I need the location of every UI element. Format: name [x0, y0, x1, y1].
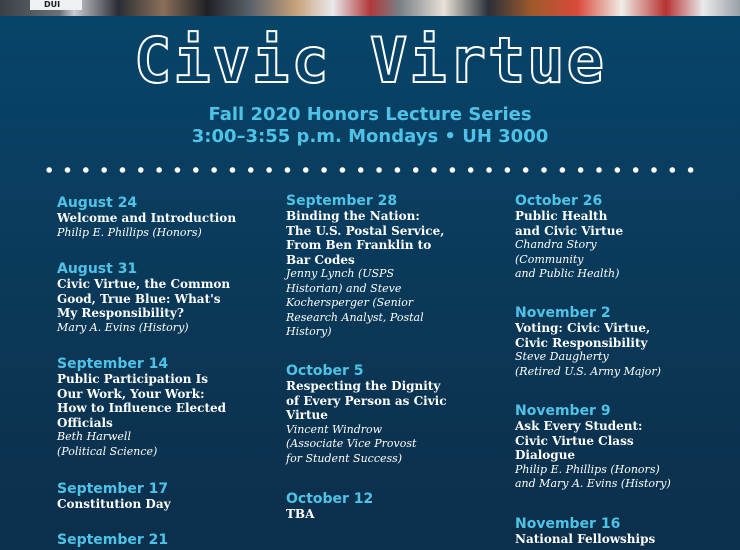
lecture-speaker: Vincent Windrow (Associate Vice Provost for Student Success) [286, 422, 417, 465]
lecture-speaker: Chandra Story (Community and Public Health) [515, 238, 620, 280]
lecture-title: Binding the Nation: The U.S. Postal Service, From Ben Franklin to Bar Codes [286, 209, 445, 267]
lecture-date: November 9 [515, 403, 611, 419]
lecture-date: November 2 [515, 305, 611, 321]
lecture-entry [286, 491, 496, 522]
lecture-date: October 12 [286, 491, 374, 507]
lecture-title: Civic Virtue, the Common Good, True Blue: What's My Responsibility? [57, 277, 231, 320]
header-photo-strip [0, 0, 740, 16]
lecture-speaker: Philip E. Phillips (Honors) [57, 225, 202, 239]
lecture-date: August 24 [57, 195, 138, 211]
lecture-title: National Fellowships [515, 532, 656, 546]
lecture-title: Public Participation Is Our Work, Your Work: How to Influence Elected Officials [57, 372, 227, 430]
lecture-entry [57, 532, 267, 548]
lecture-date: October 26 [515, 193, 603, 209]
lecture-speaker: Philip E. Phillips (Honors) and Mary A. Evins (History) [515, 462, 671, 490]
page-title: Civic Virtue [134, 24, 606, 97]
photo-sign-text: DUI [30, 0, 82, 10]
lecture-speaker: Beth Harwell (Political Science) [57, 430, 158, 458]
lecture-title: TBA [286, 507, 315, 521]
lecture-date: September 21 [57, 532, 169, 548]
lecture-entry [286, 193, 496, 340]
lecture-date: October 5 [286, 363, 364, 379]
schedule-time-location: 3:00–3:55 p.m. Mondays • UH 3000 [191, 126, 549, 147]
lecture-title: Public Health and Civic Virtue [515, 209, 624, 238]
series-subtitle: Fall 2020 Honors Lecture Series [208, 104, 532, 125]
lecture-title: Respecting the Dignity of Every Person as Civic Virtue [286, 379, 447, 422]
dotted-divider [40, 166, 700, 174]
lecture-title: Welcome and Introduction [57, 211, 237, 225]
lecture-entry [57, 481, 267, 512]
lecture-entry [515, 516, 725, 547]
lecture-entry [286, 363, 496, 466]
lecture-title: Constitution Day [57, 497, 171, 511]
lecture-speaker: Mary A. Evins (History) [57, 320, 189, 334]
lecture-entry [515, 193, 725, 282]
lecture-title: Voting: Civic Virtue, Civic Responsibility [515, 321, 651, 350]
lecture-date: September 17 [57, 481, 169, 497]
lecture-speaker: Jenny Lynch (USPS Historian) and Steve Kochersperger (Senior Research Analyst, Postal History) [286, 267, 424, 338]
lecture-entry [515, 305, 725, 379]
lecture-entry [57, 356, 267, 459]
lecture-title: Ask Every Student: Civic Virtue Class Dialogue [515, 419, 643, 462]
lecture-speaker: Steve Daugherty (Retired U.S. Army Major) [515, 350, 661, 378]
lecture-date: August 31 [57, 261, 138, 277]
lecture-date: September 28 [286, 193, 398, 209]
lecture-entry [515, 403, 725, 492]
lecture-date: November 16 [515, 516, 621, 532]
lecture-entry [57, 195, 267, 240]
lecture-date: September 14 [57, 356, 169, 372]
title-block [0, 24, 740, 98]
lecture-entry [57, 261, 267, 335]
